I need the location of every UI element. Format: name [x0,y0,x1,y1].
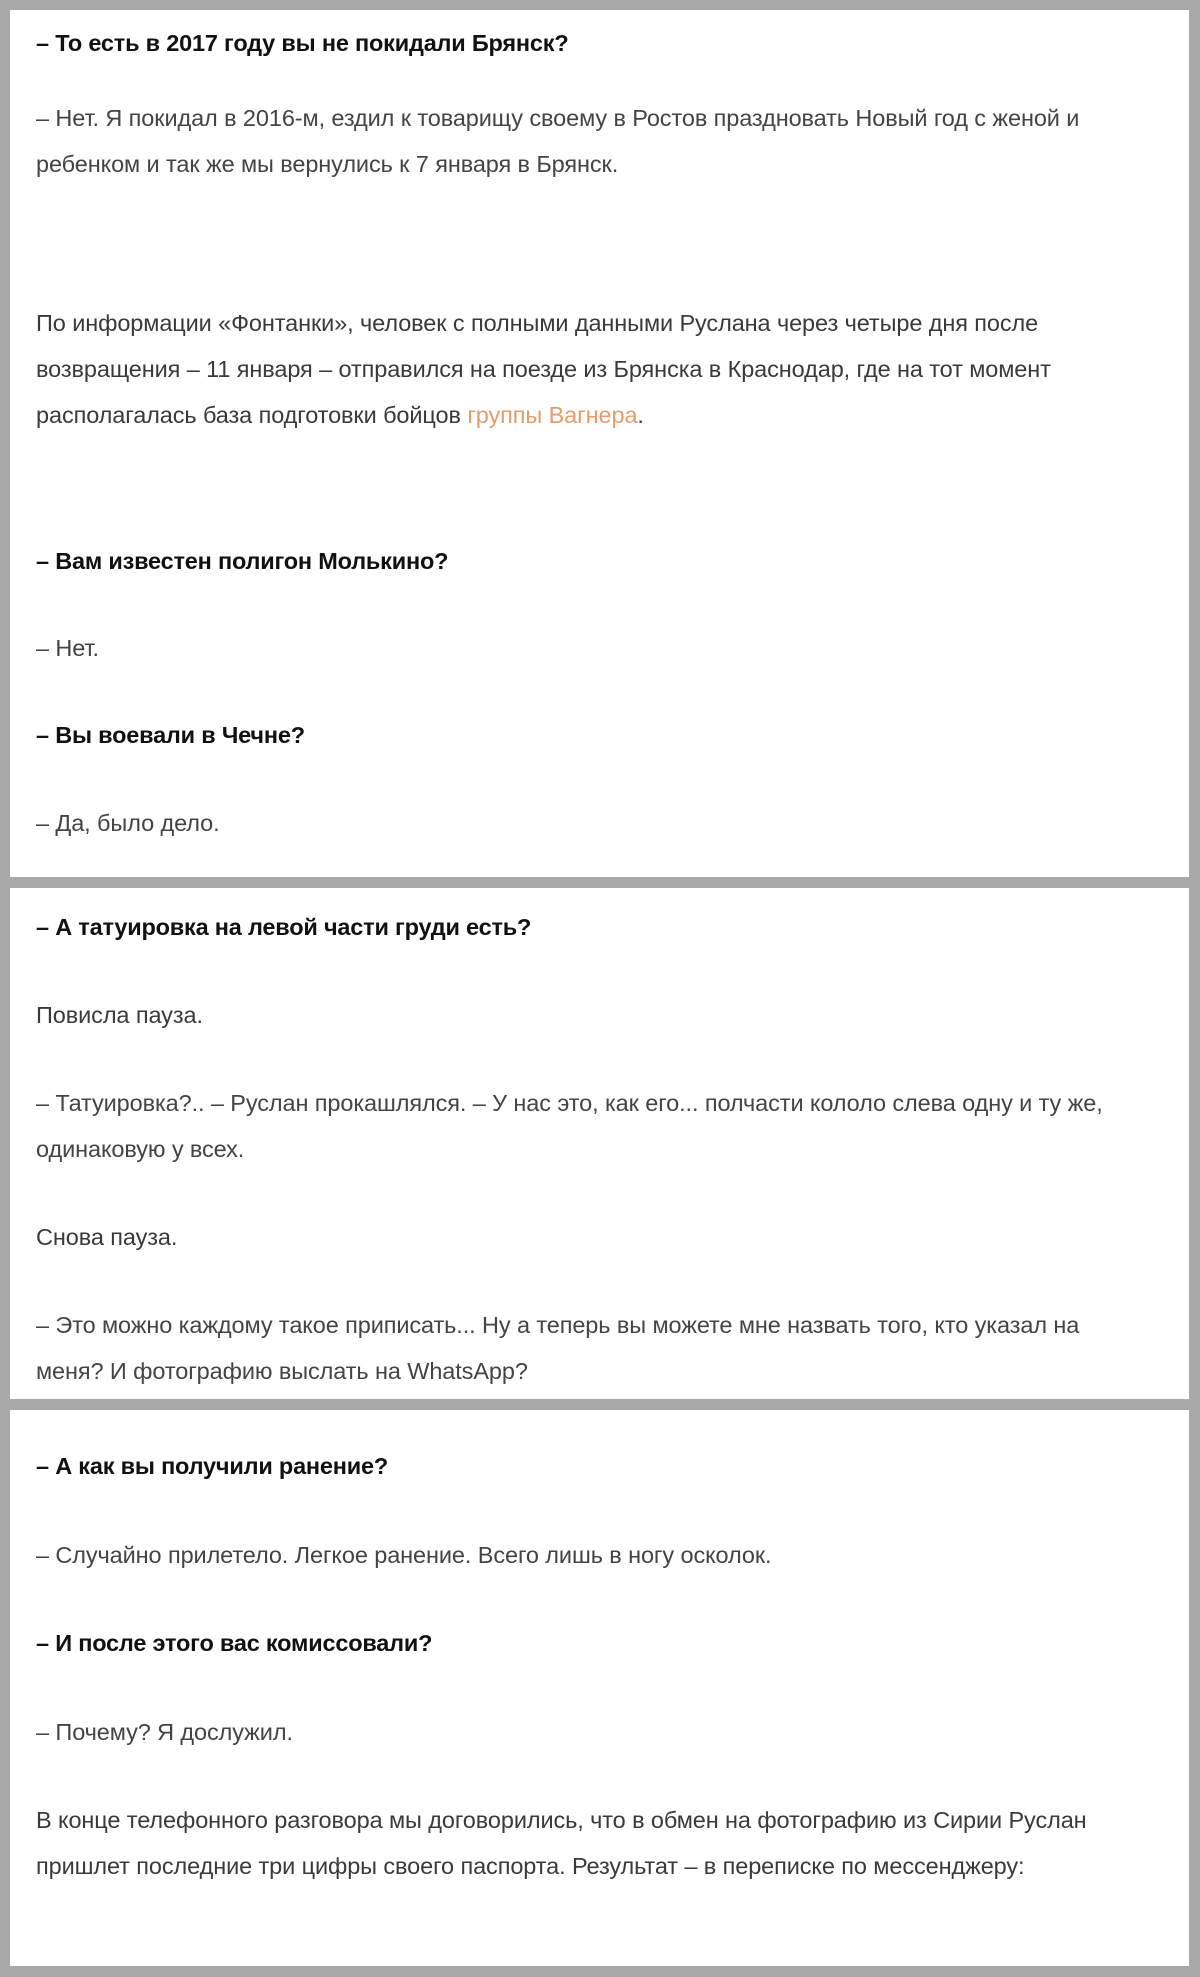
narrative-fontanka-info [36,300,1149,438]
narrative-passport-digits: В конце телефонного разговора мы договорились, что в обмен на фотографию из Сирии Руслан пришлет последние три цифры своего паспорта. Результат – в переписке по мессенджеру: [36,1807,1087,1879]
question-wound: – А как вы получили ранение? [36,1453,389,1479]
question-left-brynsk: – То есть в 2017 году вы не покидали Брянск? [36,30,569,56]
answer-served: – Почему? Я дослужил. [36,1719,293,1745]
answer-trip-rostov: – Нет. Я покидал в 2016-м, ездил к товарищу своему в Ростов праздновать Новый год с женой и ребенком и так же мы вернулись к 7 января в Брянск. [36,105,1080,177]
wagner-group-link[interactable]: группы Вагнера [467,402,638,428]
answer-no: – Нет. [36,635,99,661]
narrative-pause: Повисла пауза. [36,1002,203,1028]
answer-wound: – Случайно прилетело. Легкое ранение. Всего лишь в ногу осколок. [36,1542,772,1568]
answer-tattoo: – Татуировка?.. – Руслан прокашлялся. – У нас это, как его... полчасти кололо слева одну и ту же, одинаковую у всех. [36,1090,1103,1162]
narrative-pause-again: Снова пауза. [36,1224,178,1250]
question-molkino: – Вам известен полигон Молькино? [36,548,449,574]
article-panel-1 [10,10,1189,877]
question-discharged: – И после этого вас комиссовали? [36,1630,433,1656]
question-chechnya: – Вы воевали в Чечне? [36,722,305,748]
narrative-text-before: По информации «Фонтанки», человек с полными данными Руслана через четыре дня после возвращения – 11 января – отправился на поезде из Брянска в Краснодар, где на тот момент располагалась база подготовки бойцов [36,310,1051,428]
answer-whatsapp: – Это можно каждому такое приписать... Ну а теперь вы можете мне назвать того, кто указал на меня? И фотографию выслать на WhatsApp? [36,1312,1080,1384]
answer-yes-was: – Да, было дело. [36,810,220,836]
article-panel-2 [10,888,1189,1399]
narrative-text-after: . [637,402,644,428]
article-panel-3 [10,1410,1189,1966]
question-tattoo: – А татуировка на левой части груди есть? [36,914,532,940]
